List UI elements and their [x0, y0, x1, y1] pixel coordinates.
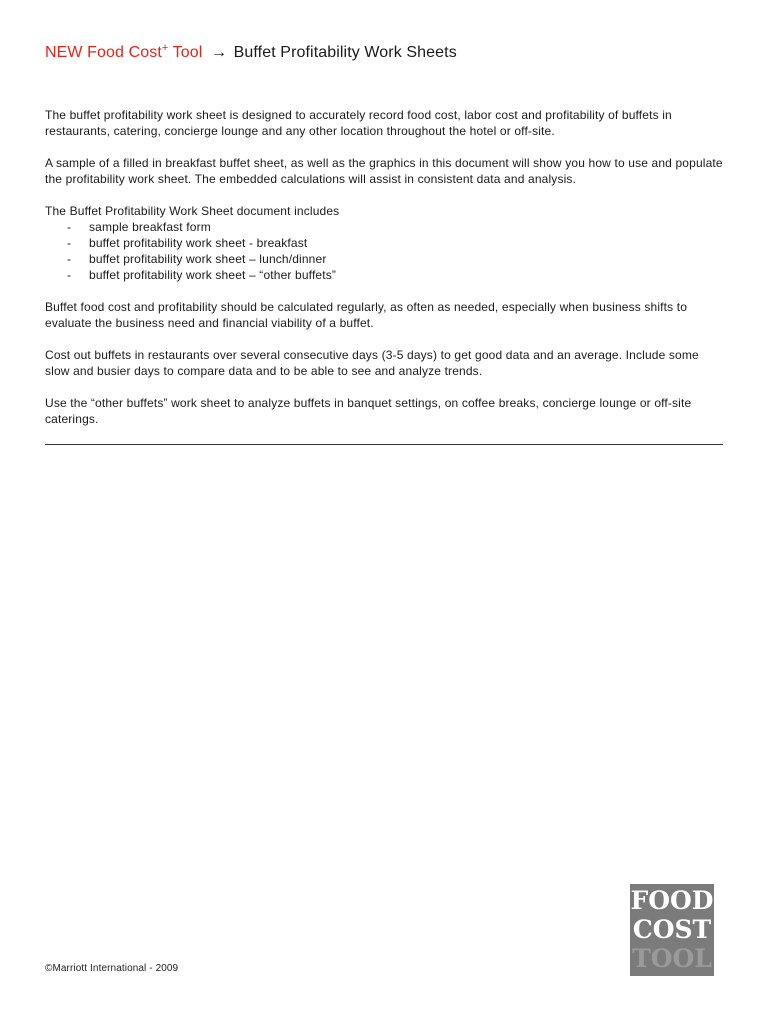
intro-paragraph: The buffet profitability work sheet is designed to accurately record food cost, labor cost and profitability of buffets in restaurants, catering, concierge lounge and any other location throughout the hotel or off-site.	[45, 108, 672, 138]
logo-line-tool: TOOL	[632, 944, 712, 973]
copyright-footer: ©Marriott International - 2009	[45, 963, 179, 974]
logo-line-cost: COST	[632, 915, 712, 944]
title-text: Buffet Profitability Work Sheets	[233, 44, 457, 61]
costing-paragraph: Cost out buffets in restaurants over several consecutive days (3-5 days) to get good data and an average. Include some slow and busier days to compare data and to be able to see and analyze trends.	[45, 348, 699, 378]
other-buffets-paragraph: Use the “other buffets” work sheet to analyze buffets in banquet settings, on coffee breaks, concierge lounge or off-site caterings.	[45, 396, 692, 426]
includes-list	[45, 219, 725, 283]
brand-plus-superscript: +	[161, 42, 169, 54]
list-item: - buffet profitability work sheet – lunch/dinner	[67, 252, 327, 266]
frequency-paragraph: Buffet food cost and profitability should be calculated regularly, as often as needed, especially when business shifts to evaluate the business need and financial viability of a buffet.	[45, 300, 688, 330]
sample-paragraph: A sample of a filled in breakfast buffet sheet, as well as the graphics in this document will show you how to use and populate the profitability work sheet. The embedded calculations will assist in consistent data and analysis.	[45, 156, 723, 186]
list-item: - sample breakfast form	[67, 220, 211, 234]
page-title	[45, 44, 457, 62]
logo-line-food: FOOD	[630, 886, 714, 915]
list-item: - buffet profitability work sheet - breakfast	[67, 236, 308, 250]
list-item: - buffet profitability work sheet – “other buffets”	[67, 268, 337, 282]
horizontal-divider	[45, 444, 723, 445]
includes-heading: The Buffet Profitability Work Sheet document includes	[45, 204, 340, 218]
food-cost-tool-logo	[630, 884, 714, 976]
right-arrow-icon: →	[210, 44, 228, 61]
brand-name: NEW Food Cost+ Tool	[45, 42, 203, 61]
body-content	[45, 107, 725, 443]
